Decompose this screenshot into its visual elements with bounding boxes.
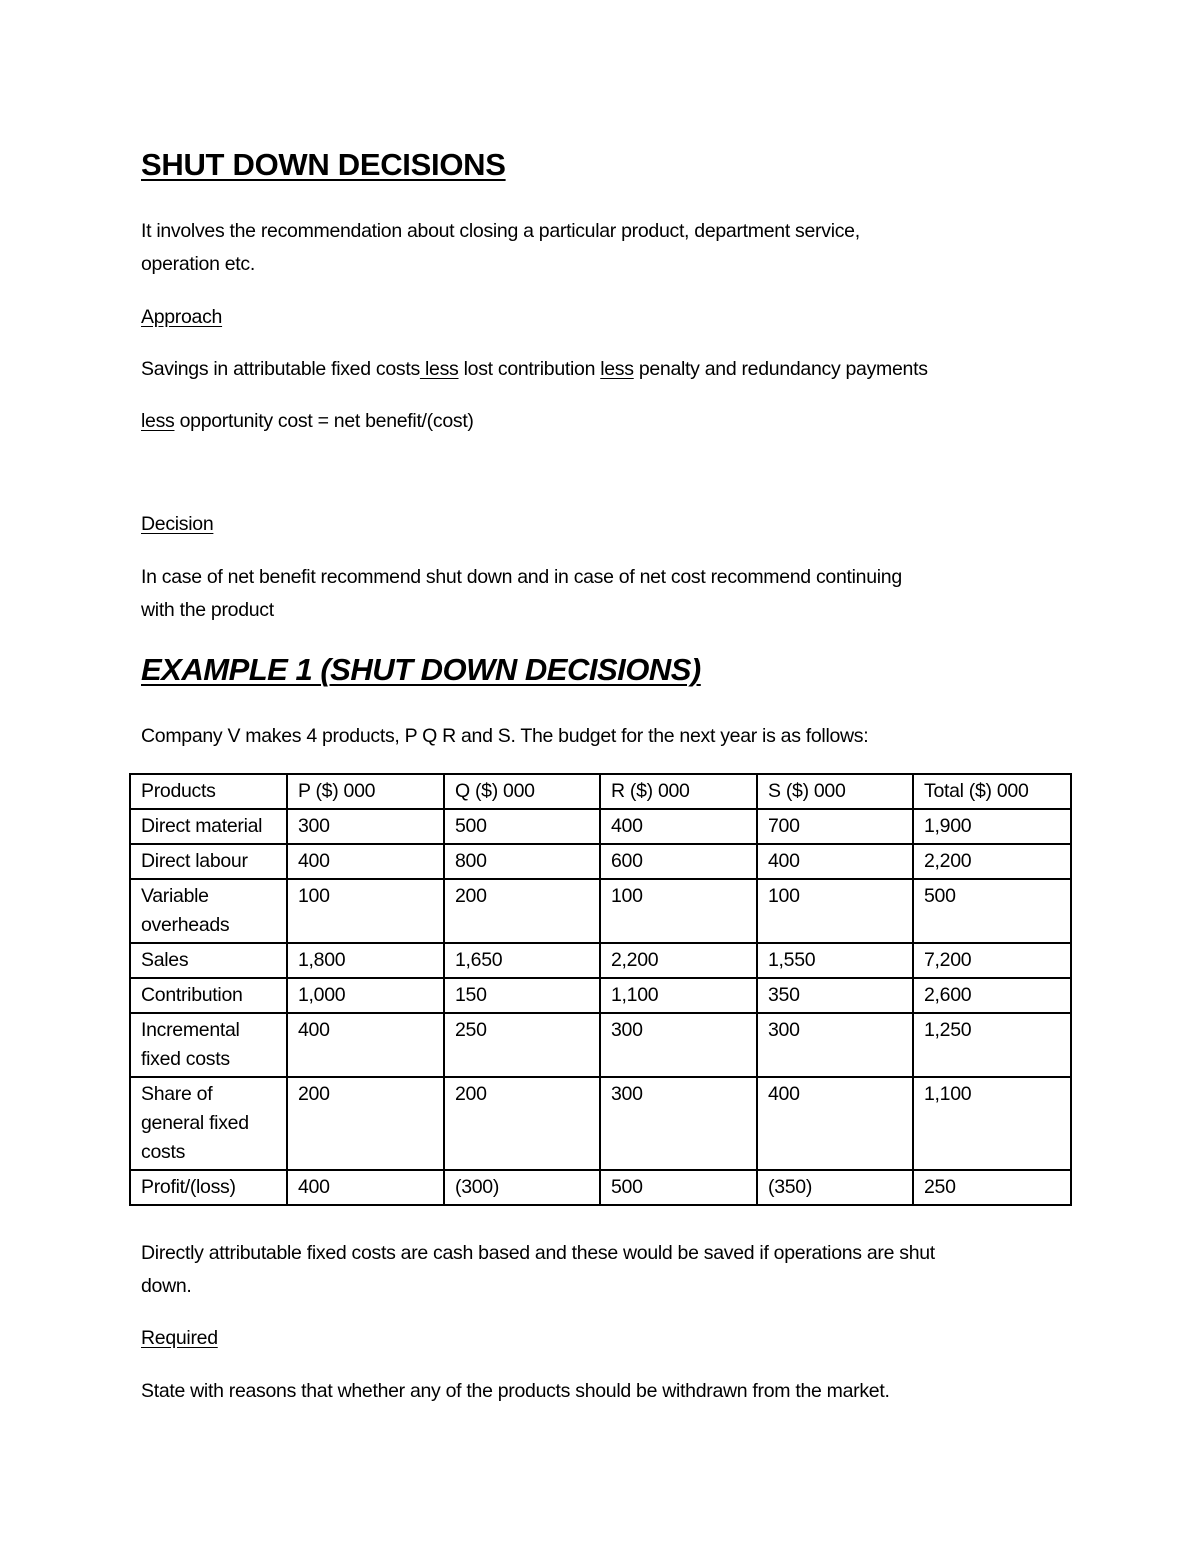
table-cell: 100 <box>287 879 444 943</box>
table-header-cell: Q ($) 000 <box>444 774 600 809</box>
table-cell: 1,250 <box>913 1013 1071 1077</box>
table-row <box>130 943 1071 978</box>
approach-formula-line-1 <box>141 353 928 386</box>
table-row <box>130 1170 1071 1205</box>
approach-less-3: less <box>141 410 175 432</box>
approach-text-4: opportunity cost = net benefit/(cost) <box>174 410 474 432</box>
table-cell: 150 <box>444 978 600 1013</box>
table-cell: 350 <box>757 978 913 1013</box>
table-row <box>130 1013 1071 1077</box>
row-label-cell: Profit/(loss) <box>130 1170 287 1205</box>
approach-text-1: Savings in attributable fixed costs <box>141 358 420 380</box>
approach-formula-line-2 <box>141 405 474 438</box>
table-cell: 400 <box>600 809 757 844</box>
table-cell: 700 <box>757 809 913 844</box>
table-cell: 300 <box>600 1013 757 1077</box>
table-cell: 500 <box>600 1170 757 1205</box>
example-intro: Company V makes 4 products, P Q R and S. The budget for the next year is as follows: <box>141 725 869 747</box>
row-label-cell: Incremental fixed costs <box>130 1013 287 1077</box>
table-cell: 200 <box>287 1077 444 1170</box>
table-cell: (300) <box>444 1170 600 1205</box>
approach-heading: Approach <box>141 306 223 328</box>
table-header-cell: Total ($) 000 <box>913 774 1071 809</box>
table-cell: 1,650 <box>444 943 600 978</box>
table-row <box>130 809 1071 844</box>
row-label-cell: Variable overheads <box>130 879 287 943</box>
table-cell: 250 <box>913 1170 1071 1205</box>
table-cell: 200 <box>444 879 600 943</box>
row-label-cell: Direct labour <box>130 844 287 879</box>
table-cell: 1,000 <box>287 978 444 1013</box>
table-cell: 800 <box>444 844 600 879</box>
intro-line-2: operation etc. <box>141 253 255 275</box>
table-cell: 100 <box>600 879 757 943</box>
table-header-cell: S ($) 000 <box>757 774 913 809</box>
table-cell: 500 <box>913 879 1071 943</box>
approach-less-2: less <box>600 358 634 380</box>
table-cell: 600 <box>600 844 757 879</box>
required-text: State with reasons that whether any of the products should be withdrawn from the market. <box>141 1380 890 1402</box>
row-label-cell: Direct material <box>130 809 287 844</box>
table-cell: 400 <box>757 844 913 879</box>
decision-heading: Decision <box>141 513 214 535</box>
table-cell: 2,200 <box>913 844 1071 879</box>
table-cell: 300 <box>757 1013 913 1077</box>
note-line-1: Directly attributable fixed costs are cash based and these would be saved if operations are shut <box>141 1242 935 1264</box>
intro-line-1: It involves the recommendation about closing a particular product, department service, <box>141 220 860 242</box>
approach-text-3: penalty and redundancy payments <box>633 358 928 380</box>
table-cell: 1,900 <box>913 809 1071 844</box>
table-cell: 400 <box>757 1077 913 1170</box>
page-title: SHUT DOWN DECISIONS <box>141 147 506 182</box>
table-header-cell: P ($) 000 <box>287 774 444 809</box>
note-line-2: down. <box>141 1275 192 1297</box>
table-header-cell: R ($) 000 <box>600 774 757 809</box>
table-cell: 200 <box>444 1077 600 1170</box>
row-label-cell: Sales <box>130 943 287 978</box>
table-cell: 400 <box>287 1170 444 1205</box>
table-row <box>130 879 1071 943</box>
approach-less-1: less <box>419 358 459 380</box>
table-cell: 300 <box>600 1077 757 1170</box>
table-cell: 1,100 <box>913 1077 1071 1170</box>
table-cell: 1,550 <box>757 943 913 978</box>
budget-table-body <box>130 774 1071 1205</box>
table-cell: 400 <box>287 1013 444 1077</box>
table-cell: 400 <box>287 844 444 879</box>
table-header-row <box>130 774 1071 809</box>
budget-table <box>129 773 1072 1206</box>
table-cell: (350) <box>757 1170 913 1205</box>
table-row <box>130 844 1071 879</box>
approach-text-2: lost contribution <box>458 358 601 380</box>
decision-line-1: In case of net benefit recommend shut down and in case of net cost recommend continuing <box>141 566 902 588</box>
table-header-cell: Products <box>130 774 287 809</box>
table-cell: 300 <box>287 809 444 844</box>
table-cell: 1,800 <box>287 943 444 978</box>
row-label-cell: Share of general fixed costs <box>130 1077 287 1170</box>
table-row <box>130 978 1071 1013</box>
table-cell: 7,200 <box>913 943 1071 978</box>
row-label-cell: Contribution <box>130 978 287 1013</box>
example-heading: EXAMPLE 1 (SHUT DOWN DECISIONS) <box>141 652 701 687</box>
table-cell: 500 <box>444 809 600 844</box>
table-row <box>130 1077 1071 1170</box>
table-cell: 250 <box>444 1013 600 1077</box>
decision-line-2: with the product <box>141 599 274 621</box>
table-cell: 2,200 <box>600 943 757 978</box>
required-heading: Required <box>141 1327 218 1349</box>
table-cell: 2,600 <box>913 978 1071 1013</box>
table-cell: 100 <box>757 879 913 943</box>
table-cell: 1,100 <box>600 978 757 1013</box>
